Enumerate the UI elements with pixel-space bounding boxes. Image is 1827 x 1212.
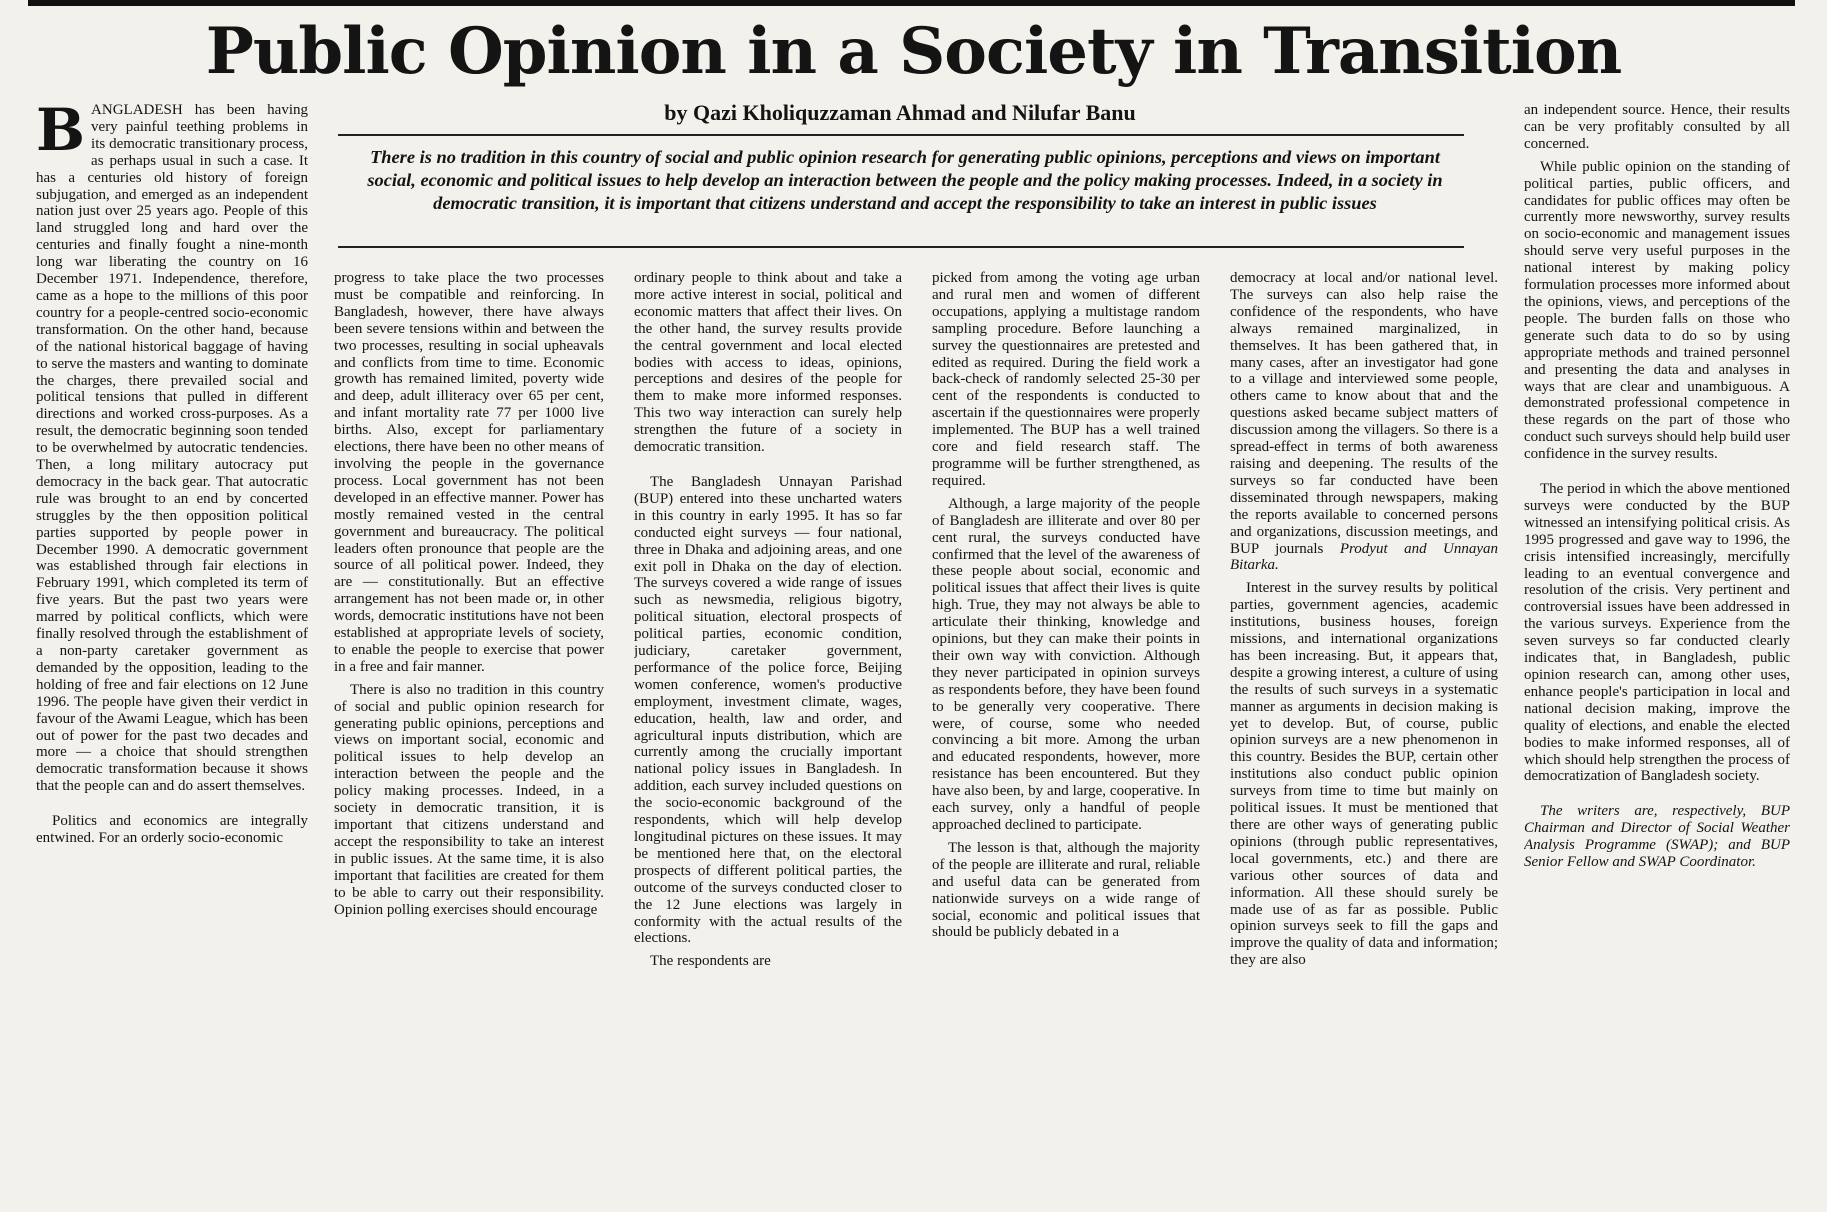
standfirst: There is no tradition in this country of social and public opinion research for generating public opinions, perceptions and views on important social, economic and political issues to help develop an interaction between the people and the policy making processes. Indeed, in a society in democratic transition, it is important that citizens understand and accept the responsibility to take an interest in public issues	[367, 147, 1443, 213]
paragraph	[1230, 270, 1498, 574]
paragraph	[36, 102, 308, 795]
paragraph-text: ANGLADESH has been having very painful teething problems in its democratic transitionary process, as perhaps usual in such a case. It has a centuries old history of foreign subjugation, and emerged as an independent nation just over 25 years ago. People of this land struggled long and hard over the centuries and finally fought a nine-month long war liberating the country on 16 December 1971. Independence, therefore, came as a hope to the millions of this poor country for a people-centred socio-economic transformation. On the other hand, because of the national historical baggage of having to serve the masters and wanting to dominate the charges, there prevailed social and political tensions that pulled in different directions and worked cross-purposes. As a result, the democratic beginning soon tended to be overwhelmed by autocratic tendencies. Then, a long military autocracy put democracy in the back gear. That autocratic rule was brought to an end by concerted struggles by the then opposition political parties supported by people power in December 1990. A democratic government was established through fair elections in February 1991, which completed its term of five years. But the past two years were marred by political conflicts, which were finally resolved through the establishment of a non-party caretaker government as demanded by the opposition, leading to the holding of free and fair elections on 12 June 1996. The people have given their verdict in favour of the Awami League, which has been out of power for the past two decades and more — a choice that should strengthen democratic transformation because it shows that the people can and do assert themselves.	[36, 102, 308, 795]
paragraph: Although, a large majority of the people of Bangladesh are illiterate and over 80 per cent rural, the surveys conducted have confirmed that the level of the awareness of these people about social, economic and political issues that affect their lives is quite high. True, they may not always be able to articulate their thinking, knowledge and opinions, but they can make their points in their own way with conviction. Although they never participated in opinion surveys as respondents before, they have been found to be generally very cooperative. There were, of course, some who needed convincing a bit more. Among the urban and educated respondents, however, more resistance has been encountered. But they have also been, by and large, cooperative. In each survey, only a handful of people approached declined to participate.	[932, 495, 1200, 833]
standfirst-rule-bottom	[338, 246, 1464, 248]
standfirst-rule-top	[338, 134, 1464, 136]
paragraph: The respondents are	[650, 953, 771, 970]
paragraph: Politics and economics are integrally entwined. For an orderly socio-economic	[36, 813, 308, 847]
paragraph: There is also no tradition in this country of social and public opinion research for generating public opinions, perceptions and views on important social, economic and political issues to help develop an interaction between the people and the policy making processes. Indeed, in a society in democratic transition, it is important that citizens understand and accept the responsibility to take an interest in public issues. At the same time, it is also important that facilities are created for them to be able to carry out their responsibility. Opinion polling exercises should encourage	[334, 681, 604, 918]
paragraph: The Bangladesh Unnayan Parishad (BUP) entered into these uncharted waters in this country in early 1995. It has so far conducted eight surveys — four national, three in Dhaka and adjoining areas, and one exit poll in Dhaka on the day of election. The surveys covered a wide range of issues such as newsmedia, religious bigotry, political situation, electoral prospects of political parties, economic condition, judiciary, caretaker government, performance of the police force, Beijing women conference, women's productive employment, investment climate, wages, education, health, law and order, and agricultural inputs distribution, which are currently among the crucially important national policy issues in Bangladesh. In addition, each survey included questions on the socio-economic background of the respondents, which will help develop longitudinal pictures on these issues. It may be mentioned here that, on the electoral prospects of different political parties, the outcome of the surveys conducted closer to the 12 June elections was largely in conformity with the actual results of the elections.	[634, 473, 902, 947]
byline: by Qazi Kholiquzzaman Ahmad and Nilufar Banu	[664, 100, 1136, 125]
column-4	[932, 270, 1200, 1202]
paragraph-text: democracy at local and/or national level. The surveys can also help raise the confidence of the respondents, who have always remained marginalized, in themselves. It has been gathered that, in many cases, after an investigator had gone to a village and interviewed some people, others came to know about that and the questions asked became subject matters of discussion among the villagers. So there is a spread-effect in terms of both awareness raising and deepening. The results of the surveys so far conducted have been disseminated through newspapers, making the reports available to concerned persons and organizations, discussion meetings, and BUP journals	[1230, 270, 1498, 557]
paragraph: Interest in the survey results by political parties, government agencies, academic institutions, business houses, foreign missions, and international organizations has been increasing. But, it appears that, despite a growing interest, a culture of using the results of such surveys in a systematic manner as arguments in decision making is yet to develop. But, of course, public opinion surveys are a new phenomenon in this country. Besides the BUP, certain other institutions also conduct public opinion surveys from time to time but mainly on political issues. It must be mentioned that there are other ways of generating public opinions (through public representatives, local governments, etc.) and there are various other sources of data and information. All these should surely be made use of as far as possible. Public opinion surveys seek to fill the gaps and improve the quality of data and information; they are also	[1230, 580, 1498, 969]
paragraph: The lesson is that, although the majority of the people are illiterate and rural, reliable and useful data can be generated from nationwide surveys on a wide range of social, economic and political issues that should be publicly debated in a	[932, 839, 1200, 941]
paragraph: an independent source. Hence, their results can be very profitably consulted by all concerned.	[1524, 102, 1790, 152]
column-1	[36, 102, 308, 1202]
author-credit: The writers are, respectively, BUP Chairman and Director of Social Weather Analysis Programme (SWAP); and BUP Senior Fellow and SWAP Coordinator.	[1524, 803, 1790, 871]
paragraph: progress to take place the two processes must be compatible and reinforcing. In Bangladesh, however, there have always been severe tensions within and between the two processes, resulting in social upheavals and conflicts from time to time. Economic growth has remained limited, poverty wide and deep, adult illiteracy over 65 per cent, and infant mortality rate 77 per 1000 live births. Also, except for parliamentary elections, there have been no other means of involving the people in the governance process. Local government has not been developed in an effective manner. Power has mostly remained vested in the central government and bureaucracy. The political leaders often pronounce that people are the source of all political power. Indeed, they are — constitutionally. But an effective arrangement has not been made or, in other words, democratic institutions have not been established at appropriate levels of society, to enable the people to exercise that power in a free and fair manner.	[334, 270, 604, 675]
paragraph: ordinary people to think about and take a more active interest in social, political and economic matters that affect their lives. On the other hand, the survey results provide the central government and local elected bodies with access to ideas, opinions, perceptions and desires of the people for them to make more informed responses. This two way interaction can surely help strengthen the future of a society in democratic transition.	[634, 270, 902, 456]
column-2	[334, 270, 604, 1202]
top-rule	[28, 0, 1795, 6]
column-5	[1230, 270, 1498, 1202]
drop-cap: B	[36, 102, 86, 164]
paragraph: picked from among the voting age urban and rural men and women of different occupations, applying a multistage random sampling procedure. Before launching a survey the questionnaires are pretested and edited as required. During the field work a back-check of randomly selected 25-30 per cent of the respondents is conducted to ascertain if the questionnaires were properly implemented. The BUP has a well trained core and field research staff. The programme will be further strengthened, as required.	[932, 270, 1200, 489]
headline: Public Opinion in a Society in Transition	[205, 14, 1622, 89]
journal-names: Prodyut and Unnayan Bitarka.	[1230, 540, 1498, 574]
column-3	[634, 270, 902, 1202]
paragraph: The period in which the above mentioned surveys were conducted by the BUP witnessed an intensifying political crisis. As 1995 progressed and gave way to 1996, the crisis intensified increasingly, mercifully leading to an eventual convergence and resolution of the crisis. Very pertinent and controversial issues have been addressed in the various surveys. Experience from the seven surveys so far conducted clearly indicates that, in Bangladesh, public opinion research can, among other uses, enhance people's participation in local and national decision making, improve the quality of elections, and enable the elected bodies to make informed responses, all of which should help strengthen the process of democratization of Bangladesh society.	[1524, 481, 1790, 785]
paragraph: While public opinion on the standing of political parties, public officers, and candidates for public offices may often be currently more newsworthy, survey results on socio-economic and management issues should serve very useful purposes in the national interest by making policy formulation processes more informed about the opinions, views, and perceptions of the people. The burden falls on those who generate such data to do so by using appropriate methods and trained personnel and presenting the data and analyses in ways that are clear and unambiguous. A demonstrated professional competence in these regards on the part of those who conduct such surveys should help build user confidence in the survey results.	[1524, 158, 1790, 463]
column-6	[1524, 102, 1790, 1202]
